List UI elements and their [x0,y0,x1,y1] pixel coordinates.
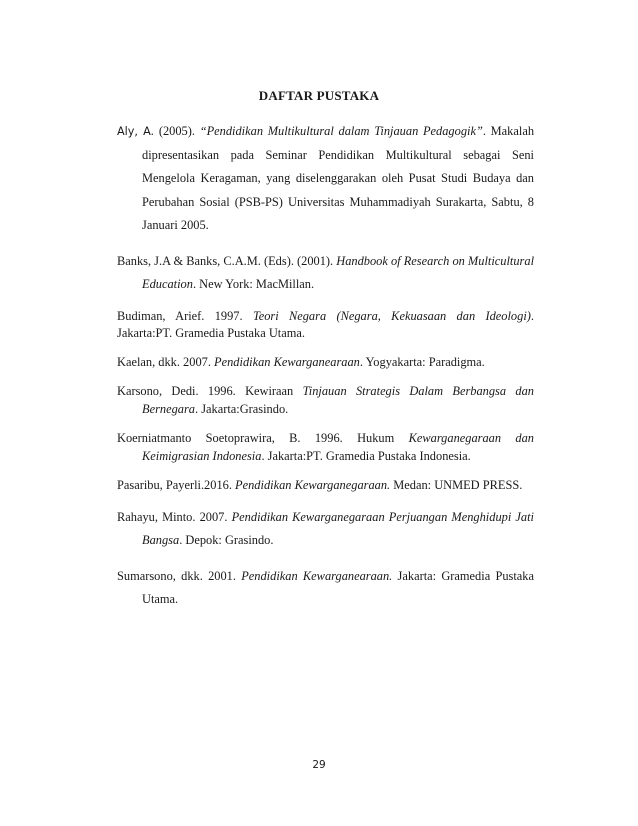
reference-entry [117,250,534,297]
reference-title: Pendidikan Kewarganearaan [214,354,360,369]
page-title: DAFTAR PUSTAKA [258,88,380,103]
reference-title: Kewarganegaraan dan Keimigrasian Indonesia [142,431,534,463]
reference-list [117,120,534,612]
reference-text: . Depok: Grasindo. [179,533,274,547]
reference-title: “Pendidikan Multikultural dalam Tinjauan Pedagogik” [199,124,483,138]
reference-text: . Jakarta:Grasindo. [195,401,289,416]
reference-text: Jakarta: Gramedia Pustaka Utama. [142,568,535,606]
reference-title: Teori Negara (Negara, Kekuasaan dan Ideologi) [252,308,531,323]
reference-entry [117,565,534,612]
reference-text: Rahayu, Minto. 2007. [117,509,232,524]
reference-title: Tinjauan Strategis Dalam Berbangsa dan Bernegara [142,384,534,416]
reference-text: Pasaribu, Payerli.2016. [117,478,236,492]
reference-entry [117,506,534,553]
reference-text: . Jakarta:PT. Gramedia Pustaka Indonesia. [261,448,471,463]
page-number: 29 [312,759,326,771]
reference-entry [117,477,534,495]
reference-text: Karsono, Dedi. 1996. Kewiraan [117,384,303,398]
reference-text: Sumarsono, dkk. 2001. [117,568,242,583]
reference-text: . Yogyakarta: Paradigma. [359,354,485,369]
reference-text: Koerniatmanto Soetoprawira, B. 1996. Hukum [117,431,409,445]
reference-entry [117,120,534,238]
reference-text: (2005). [154,124,200,138]
reference-title: Pendidikan Kewarganearaan. [241,568,393,583]
reference-title: Pendidikan Kewarganegaraan Perjuangan Menghidupi Jati Bangsa [142,509,534,547]
reference-text: . New York: MacMillan. [192,277,315,291]
reference-title: Handbook of Research on Multicultural Education [142,253,535,291]
reference-entry [117,430,534,465]
reference-entry [117,354,534,372]
reference-text: Medan: UNMED PRESS. [390,478,523,492]
reference-text: Banks, J.A & Banks, C.A.M. (Eds). (2001). [117,253,337,268]
reference-text: . Jakarta:PT. Gramedia Pustaka Utama. [117,308,534,340]
reference-text: . Makalah dipresentasikan pada Seminar Pendidikan Multikultural sebagai Seni Mengelola Keragaman, yang diselenggarakan oleh Pusat Studi Budaya dan Perubahan Sosial (PSB-PS) Universitas Muhammadiyah Surakarta, Sabtu, 8 Januari 2005. [142,124,535,232]
reference-author: Aly, A. [117,125,155,138]
reference-title: Pendidikan Kewarganegaraan. [235,478,391,492]
reference-text: Budiman, Arief. 1997. [117,308,253,323]
reference-entry [117,383,534,418]
reference-entry [117,308,534,343]
reference-text: Kaelan, dkk. 2007. [117,354,215,369]
